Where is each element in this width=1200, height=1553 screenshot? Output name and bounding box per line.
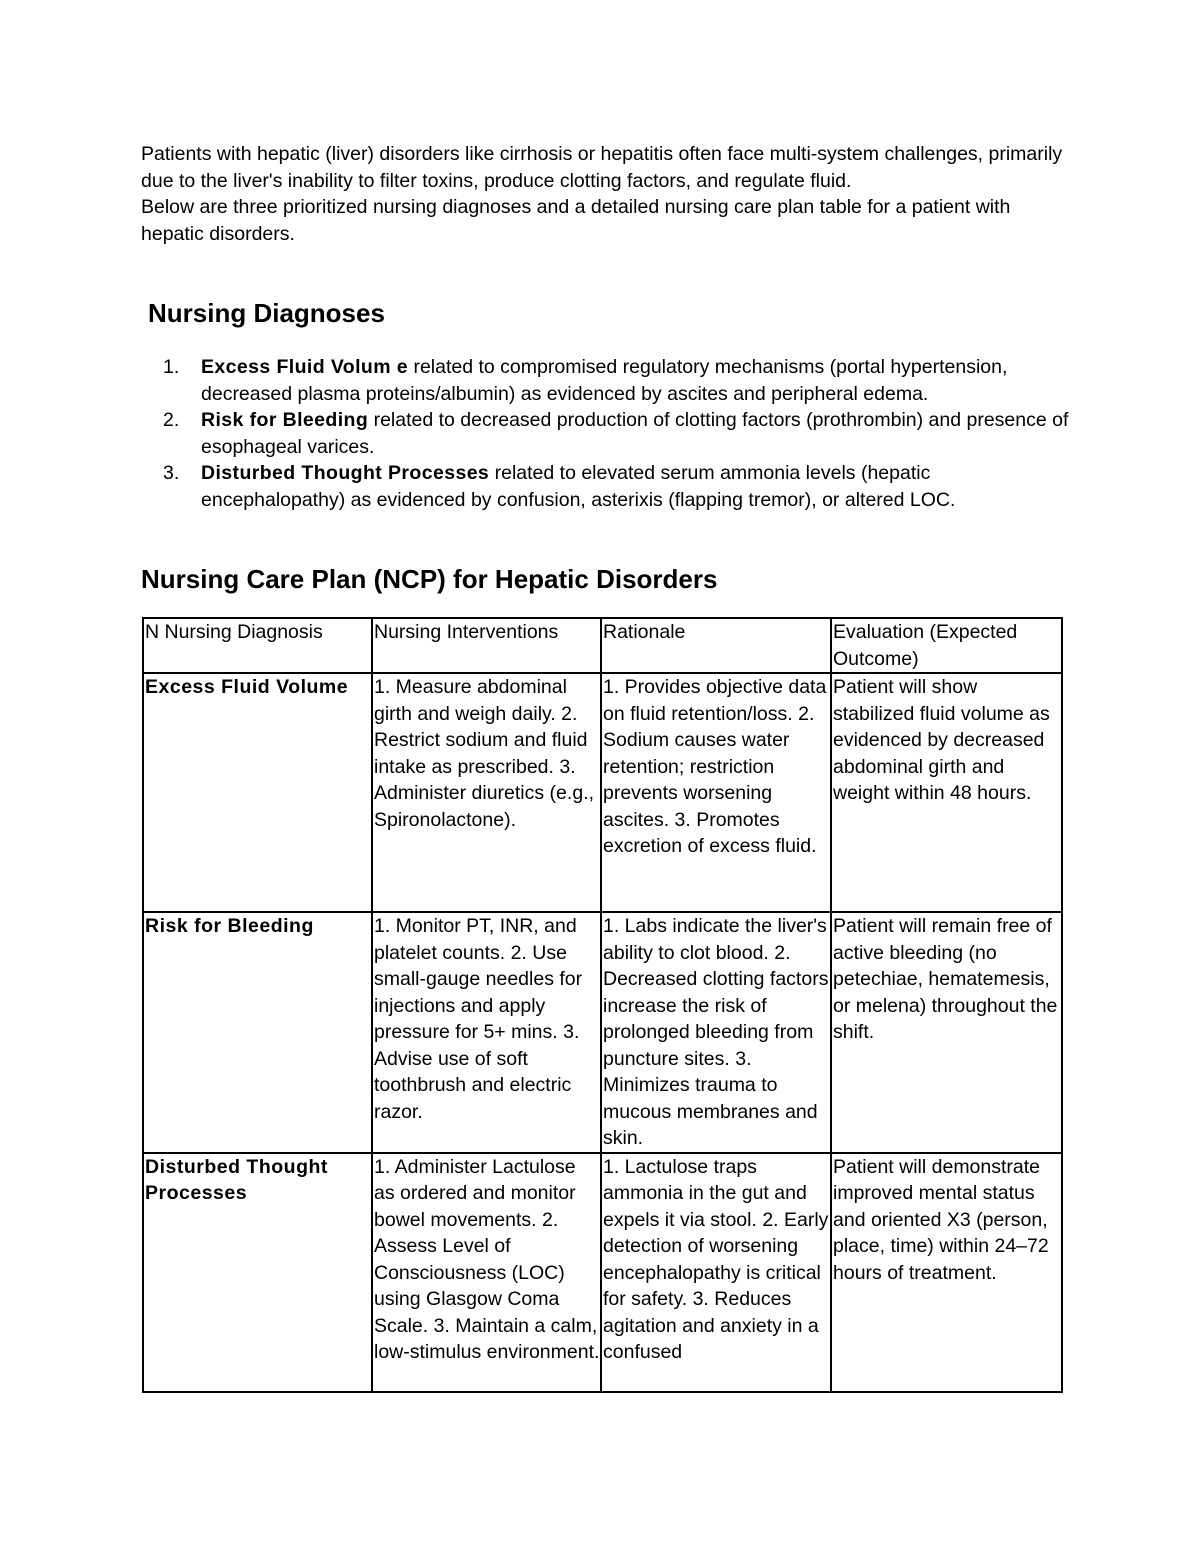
intro-paragraph-2: Below are three prioritized nursing diagnoses and a detailed nursing care plan table for a patient with hepatic disorders.	[141, 196, 1011, 245]
cell-rationale: 1. Labs indicate the liver's ability to clot blood. 2. Decreased clotting factors increase the risk of prolonged bleeding from puncture sites. 3. Minimizes trauma to mucous membranes and skin.	[601, 912, 831, 1153]
nursing-diagnoses-list	[160, 354, 1070, 513]
intro-section	[141, 141, 1071, 247]
diagnosis-item-2	[160, 407, 1070, 460]
cell-diagnosis: Disturbed Thought Processes	[143, 1153, 372, 1392]
column-header-evaluation: Evaluation (Expected Outcome)	[831, 618, 1062, 673]
diagnosis-title: Excess Fluid Volum e	[201, 356, 409, 378]
cell-rationale: 1. Lactulose traps ammonia in the gut and expels it via stool. 2. Early detection of worsening encephalopathy is critical for safety. 3. Reduces agitation and anxiety in a confused	[601, 1153, 831, 1392]
care-plan-table	[142, 617, 1063, 1393]
diagnosis-text: related to compromised regulatory mechanisms (portal hypertension, decreased plasma proteins/albumin) as evidenced by ascites and peripheral edema.	[201, 356, 1008, 405]
cell-rationale: 1. Provides objective data on fluid retention/loss. 2. Sodium causes water retention; restriction prevents worsening ascites. 3. Promotes excretion of excess fluid.	[601, 673, 831, 912]
cell-interventions: 1. Measure abdominal girth and weigh daily. 2. Restrict sodium and fluid intake as prescribed. 3. Administer diuretics (e.g., Spironolactone).	[372, 673, 601, 912]
table-row	[143, 673, 1062, 912]
cell-evaluation: Patient will demonstrate improved mental status and oriented X3 (person, place, time) within 24–72 hours of treatment.	[831, 1153, 1062, 1392]
diagnosis-item-3	[160, 460, 1070, 513]
diagnosis-text: related to elevated serum ammonia levels (hepatic encephalopathy) as evidenced by confusion, asterixis (flapping tremor), or altered LOC.	[201, 462, 956, 511]
intro-text	[141, 141, 1071, 247]
list-number: 2.	[163, 409, 180, 431]
cell-evaluation: Patient will remain free of active bleeding (no petechiae, hematemesis, or melena) throughout the shift.	[831, 912, 1062, 1153]
cell-evaluation: Patient will show stabilized fluid volume as evidenced by decreased abdominal girth and weight within 48 hours.	[831, 673, 1062, 912]
cell-interventions: 1. Monitor PT, INR, and platelet counts. 2. Use small-gauge needles for injections and apply pressure for 5+ mins. 3. Advise use of soft toothbrush and electric razor.	[372, 912, 601, 1153]
column-header-diagnosis: N Nursing Diagnosis	[143, 618, 372, 673]
list-number: 3.	[163, 462, 180, 484]
diagnosis-text: related to decreased production of clotting factors (prothrombin) and presence of esophageal varices.	[201, 409, 1069, 458]
cell-diagnosis: Excess Fluid Volume	[143, 673, 372, 912]
list-number: 1.	[163, 356, 180, 378]
diagnosis-title: Risk for Bleeding	[201, 409, 369, 431]
nursing-diagnoses-heading: Nursing Diagnoses	[148, 298, 385, 328]
table-row	[143, 912, 1062, 1153]
intro-paragraph-1: Patients with hepatic (liver) disorders like cirrhosis or hepatitis often face multi-system challenges, primarily due to the liver's inability to filter toxins, produce clotting factors, and regulate fluid.	[141, 143, 1063, 192]
table-header-row	[143, 618, 1062, 673]
table-row	[143, 1153, 1062, 1392]
column-header-rationale: Rationale	[601, 618, 831, 673]
cell-interventions: 1. Administer Lactulose as ordered and monitor bowel movements. 2. Assess Level of Consciousness (LOC) using Glasgow Coma Scale. 3. Maintain a calm, low-stimulus environment.	[372, 1153, 601, 1392]
diagnosis-title: Disturbed Thought Processes	[201, 462, 490, 484]
diagnosis-item-1	[160, 354, 1070, 407]
care-plan-heading: Nursing Care Plan (NCP) for Hepatic Disorders	[141, 564, 718, 594]
cell-diagnosis: Risk for Bleeding	[143, 912, 372, 1153]
column-header-interventions: Nursing Interventions	[372, 618, 601, 673]
